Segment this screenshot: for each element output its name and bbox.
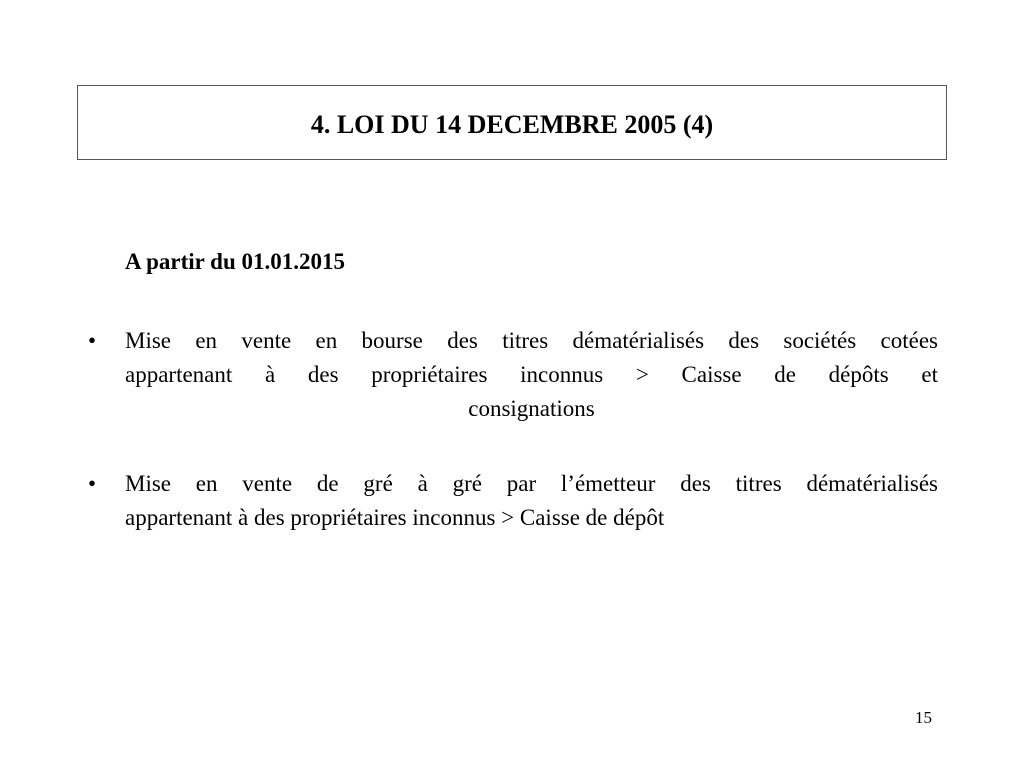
subheading: A partir du 01.01.2015 xyxy=(125,249,346,274)
bullet-icon: • xyxy=(88,328,97,353)
page-number: 15 xyxy=(915,708,932,727)
bullet-line: appartenant à des propriétaires inconnus > Caisse de dépôt xyxy=(125,505,665,530)
slide-title-box xyxy=(77,85,947,160)
bullet-item xyxy=(88,324,938,426)
bullet-line: appartenant à des propriétaires inconnus > Caisse de dépôts et xyxy=(125,362,938,387)
bullet-item xyxy=(88,467,938,535)
bullet-text xyxy=(125,467,938,535)
bullet-line: Mise en vente de gré à gré par l’émetteur des titres dématérialisés xyxy=(125,471,938,496)
slide-title: 4. LOI DU 14 DECEMBRE 2005 (4) xyxy=(310,109,714,139)
bullet-icon: • xyxy=(88,471,97,496)
bullet-text xyxy=(125,324,938,426)
bullet-line: consignations xyxy=(468,396,595,421)
bullet-line: Mise en vente en bourse des titres dématérialisés des sociétés cotées xyxy=(125,328,938,353)
